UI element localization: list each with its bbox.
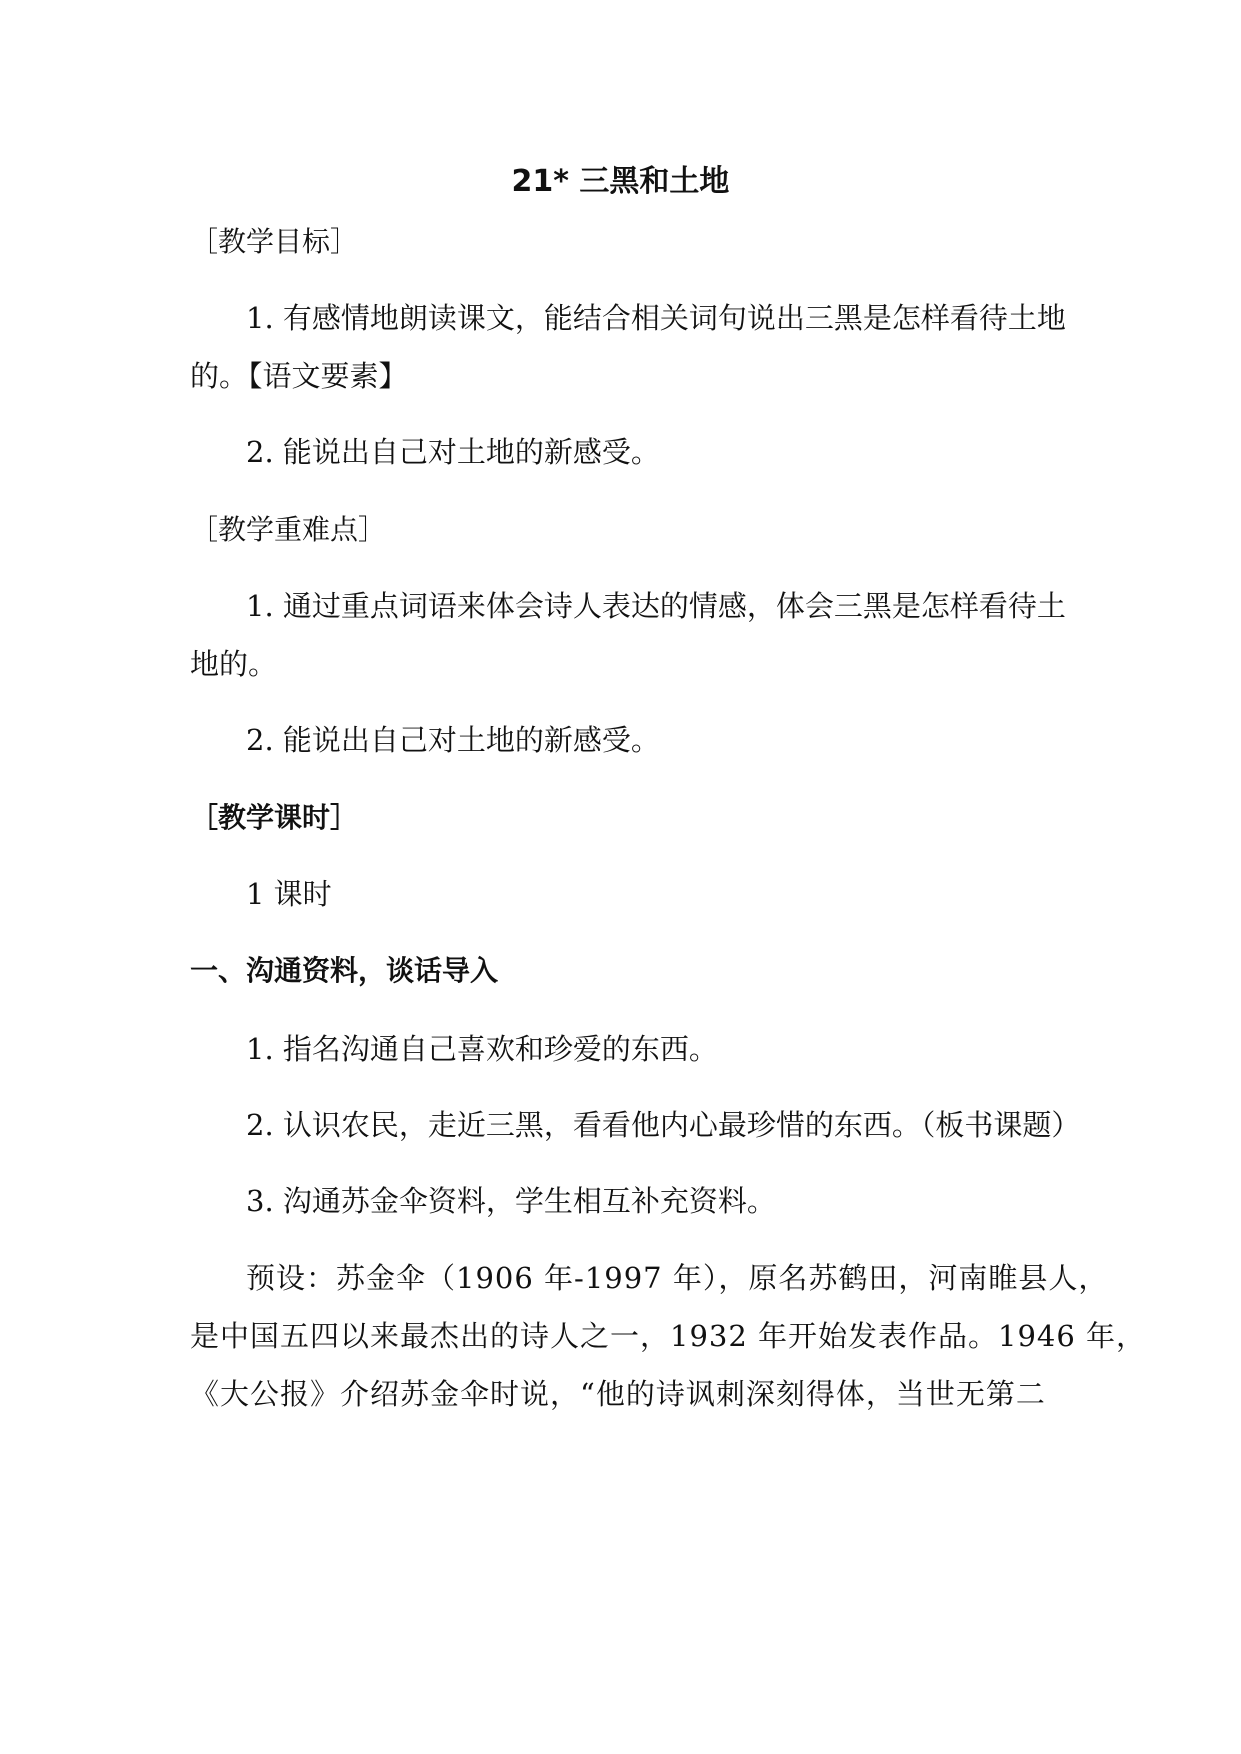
preset-line-3: 《大公报》介绍苏金伞时说，“他的诗讽刺深刻得体，当世无第二 <box>190 1377 1046 1411</box>
goal-1-line-1: 1. 有感情地朗读课文，能结合相关词句说出三黑是怎样看待土地 <box>246 301 1066 335</box>
step-2: 2. 认识农民，走近三黑，看看他内心最珍惜的东西。（板书课题） <box>246 1108 1081 1142</box>
key-point-1-line-2: 地的。 <box>190 647 278 681</box>
hours-heading: ［教学课时］ <box>190 801 359 834</box>
hours-value: 1 课时 <box>246 877 332 911</box>
preset-line-1: 预设：苏金伞（1906 年-1997 年），原名苏鹤田，河南睢县人， <box>246 1261 1109 1295</box>
part-1-heading: 一、沟通资料，谈话导入 <box>190 954 499 987</box>
key-point-1-line-1: 1. 通过重点词语来体会诗人表达的情感，体会三黑是怎样看待土 <box>246 589 1066 623</box>
step-3: 3. 沟通苏金伞资料，学生相互补充资料。 <box>246 1184 776 1218</box>
key-point-2: 2. 能说出自己对土地的新感受。 <box>246 723 660 757</box>
step-1: 1. 指名沟通自己喜欢和珍爱的东西。 <box>246 1032 718 1066</box>
goals-heading: ［教学目标］ <box>190 225 359 258</box>
lesson-title: 21* 三黑和土地 <box>511 164 730 199</box>
preset-line-2: 是中国五四以来最杰出的诗人之一，1932 年开始发表作品。1946 年， <box>190 1319 1147 1353</box>
goal-1-line-2: 的。【语文要素】 <box>190 359 408 393</box>
key-points-heading: ［教学重难点］ <box>190 513 387 546</box>
goal-2: 2. 能说出自己对土地的新感受。 <box>246 435 660 469</box>
